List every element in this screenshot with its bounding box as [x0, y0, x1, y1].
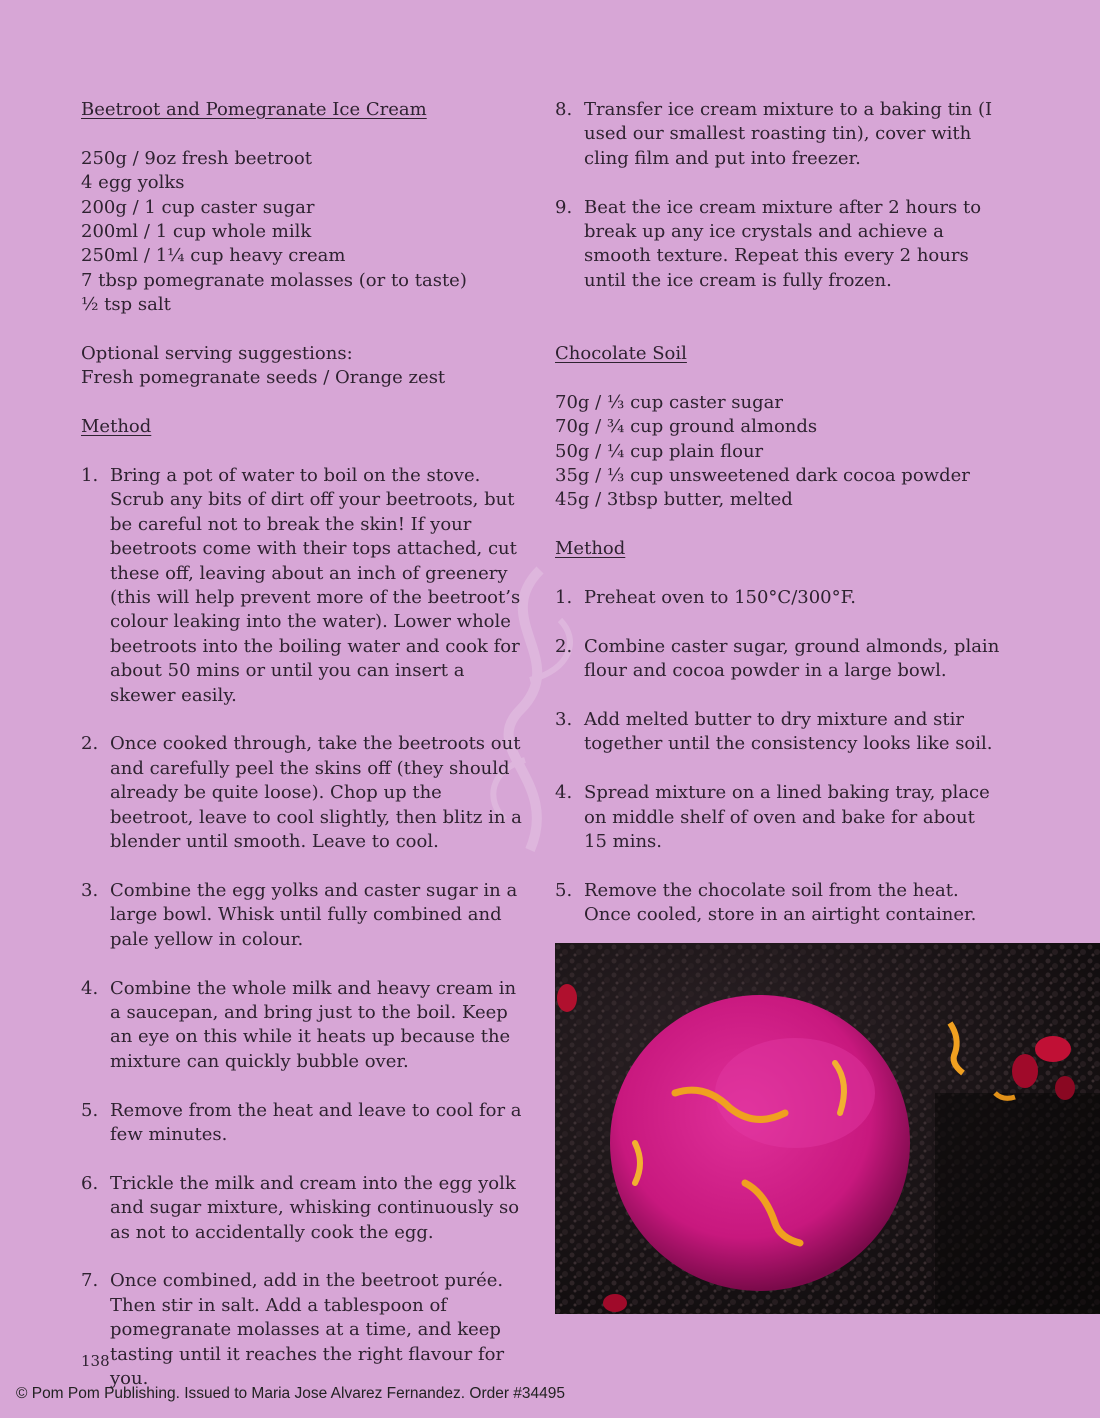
method-steps-continued [555, 98, 1000, 293]
method-step [81, 879, 526, 952]
chocolate-soil-title: Chocolate Soil [555, 343, 687, 365]
method-step [555, 98, 1000, 171]
step-text: Once cooked through, take the beetroots out and carefully peel the skins off (they should already be quite loose). Chop up the beetroot, leave to cool slightly, then blitz in a blender until smooth. Leave to cool. [110, 733, 522, 853]
ingredient-item: 250g / 9oz fresh beetroot [81, 147, 312, 169]
step-text: Trickle the milk and cream into the egg yolk and sugar mixture, whisking continuously so as not to accidentally cook the egg. [110, 1172, 520, 1243]
step-text: Transfer ice cream mixture to a baking tin (I used our smallest roasting tin), cover with cling film and put into freezer. [584, 99, 993, 169]
step-text: Remove the chocolate soil from the heat. Once cooled, store in an airtight container. [584, 879, 977, 926]
step-text: Combine caster sugar, ground almonds, plain flour and cocoa powder in a large bowl. [584, 635, 1000, 682]
step-number: 4. [555, 782, 573, 804]
ingredient-item: ½ tsp salt [81, 294, 171, 316]
ice-cream-photo [555, 943, 1100, 1314]
ingredient-list [81, 147, 526, 318]
step-text: Preheat oven to 150°C/300°F. [584, 587, 857, 609]
step-text: Remove from the heat and leave to cool for a few minutes. [110, 1099, 522, 1145]
step-number: 6. [81, 1172, 99, 1194]
optional-text: Fresh pomegranate seeds / Orange zest [81, 367, 446, 389]
step-number: 2. [555, 635, 573, 657]
method-step [555, 879, 1000, 928]
method-step [555, 781, 1000, 854]
step-number: 1. [81, 465, 99, 487]
ice-cream-photo-illustration [555, 943, 1100, 1314]
method-step [81, 1269, 526, 1391]
step-number: 9. [555, 196, 573, 218]
step-number: 8. [555, 99, 573, 120]
step-text: Add melted butter to dry mixture and stir together until the consistency looks like soil. [584, 709, 993, 755]
method-step [555, 196, 1000, 294]
step-text: Beat the ice cream mixture after 2 hours to break up any ice crystals and achieve a smooth texture. Repeat this every 2 hours until the ice cream is fully frozen. [584, 196, 982, 291]
step-number: 1. [555, 587, 573, 609]
ingredient-item: 70g / ¾ cup ground almonds [555, 416, 818, 438]
ingredient-item: 7 tbsp pomegranate molasses (or to taste) [81, 269, 467, 291]
step-number: 5. [81, 1099, 99, 1121]
soil-method-steps [555, 586, 1000, 928]
ingredient-item: 70g / ⅓ cup caster sugar [555, 391, 783, 413]
step-number: 4. [81, 977, 99, 999]
ingredient-item: 45g / 3tbsp butter, melted [555, 489, 793, 511]
page-number: 138 [81, 1352, 110, 1370]
step-text: Once combined, add in the beetroot purée. Then stir in salt. Add a tablespoon of pomegranate molasses at a time, and keep tasting until it reaches the right flavour for you. [110, 1270, 505, 1389]
recipe-title: Beetroot and Pomegranate Ice Cream [81, 99, 427, 120]
step-number: 3. [81, 879, 99, 901]
method-step [81, 1099, 526, 1148]
right-column [555, 98, 1000, 952]
method-step [555, 635, 1000, 684]
left-column [81, 98, 526, 1416]
method-step [81, 464, 526, 708]
ingredient-item: 200g / 1 cup caster sugar [81, 196, 315, 218]
copyright-footer: © Pom Pom Publishing. Issued to Maria Jose Alvarez Fernandez. Order #34495 [16, 1385, 566, 1402]
ingredient-item: 35g / ⅓ cup unsweetened dark cocoa powder [555, 465, 970, 487]
method-step [81, 1172, 526, 1245]
ingredient-item: 4 egg yolks [81, 172, 185, 194]
soil-method-heading: Method [555, 538, 626, 560]
step-text: Bring a pot of water to boil on the stove. Scrub any bits of dirt off your beetroots, but be careful not to break the skin! If your beetroots come with their tops attached, cut these off, leaving about an inch of greenery (this will help prevent more of the beetroot’s colour leaking into the water). Lower whole beetroots into the boiling water and cook for about 50 mins or until you can insert a skewer easily. [110, 465, 521, 706]
method-step [81, 732, 526, 854]
method-heading: Method [81, 416, 152, 438]
step-text: Combine the whole milk and heavy cream in a saucepan, and bring just to the boil. Keep an eye on this while it heats up because the mixture can quickly bubble over. [110, 977, 517, 1072]
method-steps [81, 464, 526, 1391]
step-number: 3. [555, 709, 573, 731]
ingredient-item: 250ml / 1¼ cup heavy cream [81, 245, 346, 267]
step-number: 5. [555, 879, 573, 901]
step-text: Combine the egg yolks and caster sugar in a large bowl. Whisk until fully combined and pale yellow in colour. [110, 879, 518, 950]
optional-label: Optional serving suggestions: [81, 343, 353, 365]
step-number: 2. [81, 733, 99, 755]
method-step [81, 977, 526, 1075]
method-step [555, 708, 1000, 757]
ingredient-item: 50g / ¼ cup plain flour [555, 440, 764, 462]
method-step [555, 586, 1000, 610]
step-text: Spread mixture on a lined baking tray, place on middle shelf of oven and bake for about 15 mins. [584, 782, 990, 853]
soil-ingredient-list [555, 391, 1000, 513]
ingredient-item: 200ml / 1 cup whole milk [81, 221, 312, 243]
step-number: 7. [81, 1270, 99, 1292]
